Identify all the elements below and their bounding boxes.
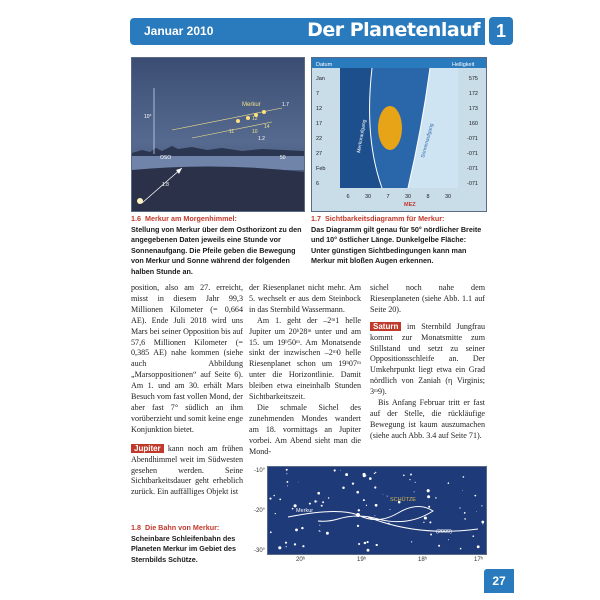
fig2-date-tick: 17 xyxy=(316,121,323,127)
star xyxy=(278,546,281,549)
star xyxy=(409,479,410,480)
star xyxy=(363,499,365,501)
fig3-ra-17h: 17ʰ xyxy=(474,557,483,563)
star xyxy=(464,518,466,520)
fig1-date-10: 10 xyxy=(252,129,258,135)
star xyxy=(357,525,359,527)
caption-1-6-text: Stellung von Merkur über dem Osthorizont zu den angegebenen Daten jeweils eine Stunde vor Sonnenaufgang. Die Pfeile geben die Bewegung von Merkur und Sonne während der folgenden halben Stunde an. xyxy=(131,224,302,276)
star xyxy=(328,497,329,498)
caption-1-8-title: Die Bahn von Merkur: xyxy=(145,523,220,532)
figure-sichtbarkeitsdiagramm xyxy=(311,57,487,212)
col3-paragraph-2 xyxy=(370,322,485,398)
col2-paragraph-3: Die schmale Sichel des zunehmenden Mondes wandert am 18. vormittags an Jupiter vorbei. Am Abend sieht man die Mond- xyxy=(249,402,361,456)
fig2-sonnenaufgang: Sonnenaufgang xyxy=(420,122,436,159)
star xyxy=(430,534,432,536)
star xyxy=(317,492,320,495)
fig3-ra-18h: 18ʰ xyxy=(418,557,427,563)
star xyxy=(317,501,318,502)
star xyxy=(294,543,296,545)
fig2-time-tick: 30 xyxy=(404,194,412,200)
fig2-mag-tick: 173 xyxy=(468,106,478,112)
star xyxy=(427,489,430,492)
star xyxy=(314,500,316,502)
star xyxy=(285,542,287,544)
fig2-right-header: Helligkeit xyxy=(452,62,475,68)
morning-sky-illustration xyxy=(132,58,304,211)
fig1-date-17: 1.7 xyxy=(282,102,289,108)
fig1-date-18: 1.8 xyxy=(162,182,169,188)
star xyxy=(345,473,348,476)
star xyxy=(476,511,477,512)
fig2-date-tick: 22 xyxy=(316,136,323,142)
fig1-azimuth: 50 xyxy=(280,155,286,161)
star xyxy=(286,473,287,474)
fig2-mag-tick: 575 xyxy=(468,76,478,82)
caption-1-8-number: 1.8 xyxy=(131,523,141,532)
star xyxy=(435,497,437,499)
fig3-decl-minus-10: -10° xyxy=(254,468,266,474)
star xyxy=(358,509,360,511)
caption-1-7-text: Das Diagramm gilt genau für 50° nördlicher Breite und 10° östlicher Länge. Dunkelgelbe Fläche: Unter günstigen Sichtbedingungen kann man Merkur mit bloßen Augen erkennen. xyxy=(311,224,482,265)
fig1-date-14: 14 xyxy=(264,124,270,130)
fig2-date-axis xyxy=(316,76,325,187)
star xyxy=(287,485,288,486)
caption-1-6-number: 1.6 xyxy=(131,214,141,223)
star xyxy=(270,531,272,533)
star xyxy=(374,515,375,516)
fig3-merkur: Merkur xyxy=(296,508,314,514)
fig2-mag-tick: -071 xyxy=(466,151,478,157)
star xyxy=(482,524,483,525)
star xyxy=(428,506,430,508)
fig2-time-tick: 7 xyxy=(386,194,390,200)
fig1-merkur-label: Merkur xyxy=(242,102,261,108)
fig1-date-12: 12 xyxy=(252,116,258,122)
star xyxy=(429,521,431,523)
figure-merkur-morgenhimmel xyxy=(131,57,305,212)
fig2-left-header: Datum xyxy=(316,62,333,68)
star xyxy=(286,546,287,547)
star xyxy=(301,527,303,529)
star xyxy=(403,474,405,476)
star xyxy=(383,494,384,495)
star xyxy=(374,486,376,488)
col1-paragraph-2 xyxy=(131,444,243,499)
star xyxy=(448,482,450,484)
fig1-date-12b: 1.2 xyxy=(258,136,265,142)
star xyxy=(415,482,416,483)
star xyxy=(389,509,390,510)
star xyxy=(462,490,463,491)
star xyxy=(356,491,359,494)
caption-1-7 xyxy=(311,214,485,267)
star xyxy=(387,496,388,497)
figure-merkur-bahn xyxy=(267,466,487,555)
fig2-date-tick: Feb xyxy=(316,166,326,172)
fig2-time-axis xyxy=(346,194,451,200)
fig3-ra-20h: 20ʰ xyxy=(296,557,305,563)
fig2-time-tick: 30 xyxy=(444,194,452,200)
fig3-year: (2009) xyxy=(436,529,452,535)
star xyxy=(298,482,299,483)
chapter-number: 1 xyxy=(489,17,513,45)
star xyxy=(464,512,466,514)
fig2-date-tick: 27 xyxy=(316,151,323,157)
star xyxy=(269,498,271,500)
fig1-altitude: 10° xyxy=(144,114,152,120)
star xyxy=(367,549,370,552)
fig2-merkuraufgang: Merkuraufgang xyxy=(356,119,368,154)
star xyxy=(474,495,476,497)
star xyxy=(463,476,465,478)
fig2-date-tick: Jan xyxy=(316,76,325,82)
caption-1-7-title: Sichtbarkeitsdiagramm für Merkur: xyxy=(325,214,445,223)
star xyxy=(410,474,412,476)
star xyxy=(364,542,366,544)
star-chart xyxy=(268,467,486,554)
page-number: 27 xyxy=(484,569,514,593)
star xyxy=(374,473,376,475)
star xyxy=(286,481,288,483)
star xyxy=(352,482,354,484)
star xyxy=(326,532,329,535)
star xyxy=(448,539,449,540)
header-month: Januar 2010 xyxy=(144,24,214,38)
text-column-2 xyxy=(249,283,361,458)
caption-1-6-title: Merkur am Morgenhimmel: xyxy=(145,214,237,223)
fig3-decl-minus-20: -20° xyxy=(254,508,266,514)
star xyxy=(334,469,336,471)
caption-1-6 xyxy=(131,214,303,277)
col2-paragraph-2: Am 1. geht der –2ᵐ1 helle Jupiter um 20ʰ28ᵐ unter und am 15. um 19ʰ50ᵐ. Am Monatsende sinkt der inzwischen –2ᵐ0 helle Riesenplanet schon um 19ʰ07ᵐ unter die Horizontlinie. Damit bleiben etwa eineinhalb Stunden Sichtbarkeitszeit. xyxy=(249,315,361,402)
star xyxy=(366,475,367,476)
star xyxy=(321,505,323,507)
star xyxy=(273,495,275,497)
star xyxy=(460,548,462,550)
col1-paragraph-1: position, also am 27. erreicht, misst in diesem Jahr 99,3 Millionen Kilometer (= 0,664 AE). Ende Juli 2018 wird uns Mars bei seiner Opposition bis auf 57,6 Millionen Kilometer (= 0,385 AE) nahe kommen (siehe auch Abbildung „Marsoppositionen“ auf Seite 6). Am 1. und am 30. erhält Mars Besuch vom fast vollen Mond, der aber fast 7° südlich an ihm vorüberzieht und somit keine enge Konjunktion bietet. xyxy=(131,283,243,434)
star xyxy=(302,545,304,547)
star xyxy=(275,513,276,514)
visibility-diagram xyxy=(312,58,486,211)
fig2-time-tick: 6 xyxy=(346,194,350,200)
star xyxy=(309,503,311,505)
header-title: Der Planetenlauf xyxy=(307,19,480,41)
fig2-xlabel: MEZ xyxy=(404,202,416,208)
star xyxy=(358,543,360,545)
fig3-decl-minus-30: -30° xyxy=(254,548,266,554)
col3-paragraph-3: Bis Anfang Februar tritt er fast auf der Stelle, die rückläufige Bewegung ist kaum auszumachen (siehe auch Abb. 3.4 auf Seite 71). xyxy=(370,398,485,440)
star xyxy=(459,507,460,508)
col2-paragraph-1: der Riesenplanet nicht mehr. Am 5. wechselt er aus dem Steinbock in das Sternbild Wassermann. xyxy=(249,283,361,314)
fig2-magnitude-axis xyxy=(467,76,478,187)
star xyxy=(319,525,320,526)
caption-1-8-text: Scheinbare Schleifenbahn des Planeten Merkur im Gebiet des Sternbilds Schütze. xyxy=(131,533,237,564)
fig2-mag-tick: 172 xyxy=(468,91,478,97)
star xyxy=(411,541,412,542)
star xyxy=(322,501,324,503)
star xyxy=(319,530,320,531)
star xyxy=(472,535,474,537)
star xyxy=(279,498,281,500)
fig3-constellation: SCHÜTZE xyxy=(390,497,416,503)
star xyxy=(438,545,440,547)
star xyxy=(367,541,369,543)
fig2-mag-tick: -071 xyxy=(466,136,478,142)
star xyxy=(414,491,415,492)
star xyxy=(366,505,367,506)
fig3-ra-19h: 19ʰ xyxy=(357,557,366,563)
fig2-date-tick: 6 xyxy=(316,181,320,187)
star xyxy=(375,472,376,473)
star xyxy=(481,521,484,524)
fig2-date-tick: 7 xyxy=(316,91,320,97)
star xyxy=(427,495,430,498)
star xyxy=(477,545,480,548)
fig1-date-11: 11 xyxy=(229,129,235,135)
star xyxy=(340,470,341,471)
fig2-time-tick: 8 xyxy=(426,194,430,200)
caption-1-8 xyxy=(131,523,251,565)
star xyxy=(423,522,424,523)
star xyxy=(376,544,378,546)
star xyxy=(424,516,427,519)
star xyxy=(295,528,298,531)
star xyxy=(363,473,366,476)
fig2-time-tick: 30 xyxy=(364,194,372,200)
fig1-direction: OSO xyxy=(160,155,172,161)
fig2-mag-tick: 160 xyxy=(468,121,478,127)
star xyxy=(294,504,297,507)
star xyxy=(292,508,294,510)
star xyxy=(286,469,288,471)
saturn-tag: Saturn xyxy=(370,322,401,331)
col3-paragraph-1: sichel noch nahe dem Riesenplaneten (siehe Abb. 1.1 auf Seite 20). xyxy=(370,283,485,314)
star xyxy=(481,505,482,506)
text-column-3 xyxy=(370,283,485,442)
col1-paragraph-2-text: kann noch am frühen Abendhimmel weit im Südwesten gesehen werden. Seine Sichtbarkeitsdauer geht erheblich zurück. Ein auffälliges Objekt ist xyxy=(131,443,243,497)
star xyxy=(375,504,378,507)
caption-1-7-number: 1.7 xyxy=(311,214,321,223)
star xyxy=(342,486,345,489)
fig2-mag-tick: -071 xyxy=(466,166,478,172)
jupiter-tag: Jupiter xyxy=(131,444,164,453)
text-column-1 xyxy=(131,283,243,498)
fig2-date-tick: 12 xyxy=(316,106,323,112)
fig2-mag-tick: -071 xyxy=(466,181,478,187)
col3-paragraph-2-text: im Sternbild Jungfrau kommt zur Monatsmitte zum Stillstand und setzt zu seiner Oppositionsschleife an. Der Umkehrpunkt liegt etwa ein Grad nördlich von Zaniah (η Virginis; 3ᵐ9). xyxy=(370,321,485,397)
star xyxy=(369,477,372,480)
